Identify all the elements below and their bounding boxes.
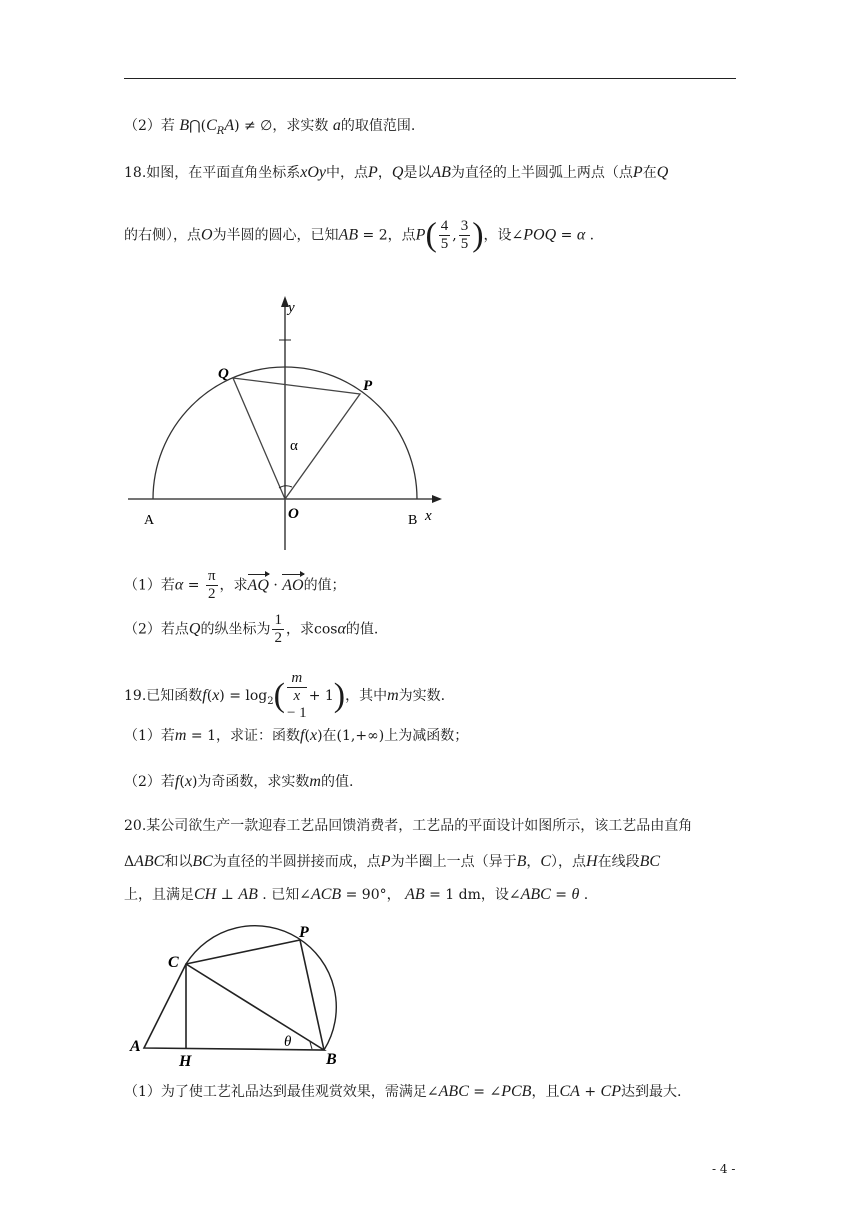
q19-part2: （2）若f(x)为奇函数，求实数m的值.	[124, 773, 354, 790]
q20-line1: 20.某公司欲生产一款迎春工艺品回馈消费者，工艺品的平面设计如图所示，该工艺品由直角	[124, 818, 693, 834]
q20-part1: （1）为了使工艺礼品达到最佳观赏效果，需满足∠ABC = ∠PCB，且CA + CP达到最大.	[124, 1083, 682, 1100]
point-a-label: A	[130, 1038, 141, 1055]
x-axis-label: x	[425, 508, 432, 524]
theta-label: θ	[284, 1034, 292, 1050]
header-rule	[124, 78, 736, 79]
point-b-label: B	[408, 513, 418, 528]
y-axis-label: y	[288, 300, 295, 316]
q18-figure	[120, 292, 450, 552]
page-number: - 4 -	[712, 1162, 736, 1176]
q17-part2: （2）若 $B⋂(C_RA)$ ≠ ∅，求实数 a的取值范围.	[124, 117, 416, 137]
q18-part1: （1）若α = $\frac{\pi}{2}$ ，求AQ · AO的值；	[124, 568, 346, 602]
alpha-label: α	[290, 438, 298, 454]
point-q-label: Q	[218, 366, 229, 382]
q20-line3: 上，且满足CH ⊥ AB . 已知∠ACB = 90°， AB = 1 dm，设∠ABC = θ .	[124, 886, 589, 903]
point-p-label: P	[363, 378, 373, 394]
q19-part1: （1）若m = 1，求证：函数f(x)在(1,+∞)上为减函数；	[124, 727, 469, 744]
point-a-label: A	[144, 513, 155, 528]
q18-part2: （2）若点Q的纵坐标为 $\frac{1}{2}$ ，求cosα的值.	[124, 612, 379, 646]
point-h-label: H	[179, 1053, 192, 1070]
q20-figure	[124, 918, 369, 1070]
q18-intro: 18.如图，在平面直角坐标系xOy中，点P，Q是以AB为直径的上半圆弧上两点（点P在Q	[124, 164, 669, 181]
q18-line2: 的右侧），点O为半圆的圆心，已知AB = 2，点P( $\frac{4}{5}$ , $\frac{3}{5}$ )，设∠POQ = α .	[124, 216, 595, 254]
point-p-label: P	[299, 924, 309, 941]
q20-line2: ΔABC和以BC为直径的半圆拼接而成，点P为半圈上一点（异于B，C），点H在线段BC	[124, 853, 661, 870]
point-c-label: C	[168, 954, 179, 971]
q19-intro: 19.已知函数$f(x) = \log_2$( m x − 1 + 1)，其中m为实数.	[124, 670, 446, 721]
point-b-label: B	[326, 1051, 337, 1068]
point-o-label: O	[288, 506, 299, 522]
